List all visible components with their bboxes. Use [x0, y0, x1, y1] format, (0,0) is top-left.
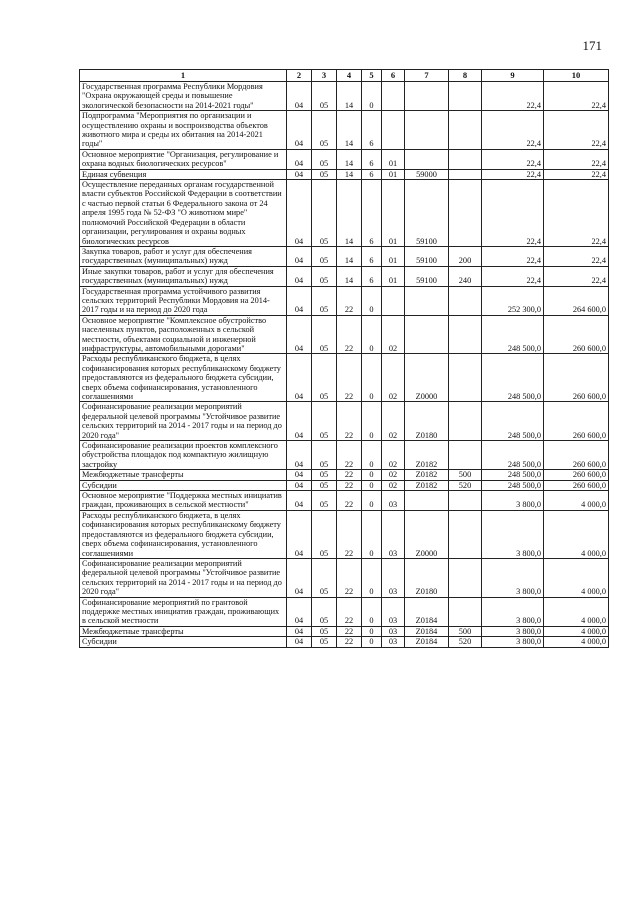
row-code-8: 500	[449, 470, 482, 480]
row-sum-2019: 22,4	[482, 149, 544, 169]
row-code-3: 05	[312, 111, 337, 150]
row-code-6: 03	[382, 626, 405, 636]
row-name: Расходы республиканского бюджета, в целях софинансирования которых республиканскому бюджету предоставляются из федерального бюджета субсидии, сверх объема софинансирования, установленного соглашениями	[80, 354, 287, 402]
col-header-2: 2	[287, 70, 312, 82]
row-name: Иные закупки товаров, работ и услуг для обеспечения государственных (муниципальных) нужд	[80, 266, 287, 286]
row-code-4: 14	[337, 266, 362, 286]
row-sum-2020: 22,4	[544, 180, 609, 247]
row-code-3: 05	[312, 149, 337, 169]
row-code-7	[405, 111, 449, 150]
row-code-6	[382, 286, 405, 315]
table-row	[80, 82, 609, 111]
row-code-3: 05	[312, 169, 337, 179]
table-row	[80, 441, 609, 470]
table-row	[80, 169, 609, 179]
table-body	[80, 82, 609, 648]
row-sum-2019: 3 800,0	[482, 637, 544, 647]
row-code-5: 0	[362, 510, 382, 558]
row-code-2: 04	[287, 246, 312, 266]
row-code-6	[382, 82, 405, 111]
row-sum-2020: 260 600,0	[544, 402, 609, 441]
budget-table	[79, 69, 609, 648]
row-sum-2019: 22,4	[482, 82, 544, 111]
row-code-6: 02	[382, 441, 405, 470]
row-code-8	[449, 402, 482, 441]
table-row	[80, 354, 609, 402]
row-sum-2020: 260 600,0	[544, 441, 609, 470]
row-code-7: Z0180	[405, 402, 449, 441]
row-sum-2020: 4 000,0	[544, 558, 609, 597]
table-row	[80, 315, 609, 354]
row-code-2: 04	[287, 470, 312, 480]
row-code-4: 22	[337, 480, 362, 490]
row-code-4: 14	[337, 180, 362, 247]
row-sum-2020: 22,4	[544, 169, 609, 179]
row-code-3: 05	[312, 491, 337, 511]
row-code-4: 22	[337, 558, 362, 597]
row-sum-2019: 22,4	[482, 266, 544, 286]
row-code-5: 6	[362, 169, 382, 179]
row-name: Основное мероприятие "Поддержка местных инициатив граждан, проживающих в сельской местности"	[80, 491, 287, 511]
table-row	[80, 470, 609, 480]
row-code-7: Z0182	[405, 441, 449, 470]
col-header-9: 9	[482, 70, 544, 82]
row-code-8: 500	[449, 626, 482, 636]
row-sum-2019: 3 800,0	[482, 558, 544, 597]
row-code-2: 04	[287, 354, 312, 402]
row-sum-2020: 260 600,0	[544, 315, 609, 354]
row-code-5: 6	[362, 266, 382, 286]
table-row	[80, 491, 609, 511]
row-code-2: 04	[287, 180, 312, 247]
row-code-7: 59100	[405, 246, 449, 266]
row-code-4: 14	[337, 82, 362, 111]
row-code-7: 59100	[405, 180, 449, 247]
row-code-2: 04	[287, 637, 312, 647]
row-name: Межбюджетные трансферты	[80, 470, 287, 480]
row-code-8	[449, 82, 482, 111]
row-code-7: Z0000	[405, 510, 449, 558]
page-number: 171	[582, 38, 602, 53]
row-code-2: 04	[287, 510, 312, 558]
row-code-6: 02	[382, 354, 405, 402]
row-sum-2019: 248 500,0	[482, 402, 544, 441]
row-sum-2019: 3 800,0	[482, 597, 544, 626]
row-code-2: 04	[287, 149, 312, 169]
row-code-7: Z0180	[405, 558, 449, 597]
row-code-8	[449, 597, 482, 626]
row-sum-2020: 22,4	[544, 266, 609, 286]
row-code-5: 0	[362, 286, 382, 315]
row-name: Софинансирование реализации мероприятий федеральной целевой программы "Устойчивое развитие сельских территорий на 2014 - 2017 годы и на период до 2020 года"	[80, 402, 287, 441]
row-code-4: 22	[337, 354, 362, 402]
row-sum-2019: 248 500,0	[482, 480, 544, 490]
row-sum-2019: 248 500,0	[482, 470, 544, 480]
row-code-5: 6	[362, 246, 382, 266]
row-code-8	[449, 510, 482, 558]
table-row	[80, 246, 609, 266]
table-row	[80, 558, 609, 597]
row-code-2: 04	[287, 480, 312, 490]
row-code-2: 04	[287, 626, 312, 636]
table-row	[80, 111, 609, 150]
row-name: Софинансирование мероприятий по грантовой поддержке местных инициатив граждан, проживающих в сельской местности	[80, 597, 287, 626]
row-code-3: 05	[312, 558, 337, 597]
row-code-6: 02	[382, 480, 405, 490]
row-code-6: 02	[382, 315, 405, 354]
row-sum-2019: 248 500,0	[482, 315, 544, 354]
row-code-8	[449, 354, 482, 402]
col-header-7: 7	[405, 70, 449, 82]
row-code-6: 03	[382, 558, 405, 597]
row-code-3: 05	[312, 180, 337, 247]
row-code-2: 04	[287, 315, 312, 354]
row-code-5: 0	[362, 480, 382, 490]
row-code-8	[449, 558, 482, 597]
table-row	[80, 149, 609, 169]
row-code-5: 0	[362, 597, 382, 626]
row-sum-2020: 260 600,0	[544, 354, 609, 402]
row-sum-2019: 22,4	[482, 111, 544, 150]
table-row	[80, 637, 609, 647]
table-row	[80, 402, 609, 441]
row-code-8: 240	[449, 266, 482, 286]
row-code-2: 04	[287, 111, 312, 150]
row-code-6	[382, 111, 405, 150]
row-name: Субсидии	[80, 637, 287, 647]
row-code-6: 02	[382, 402, 405, 441]
table-header-row	[80, 70, 609, 82]
row-code-8	[449, 286, 482, 315]
row-name: Основное мероприятие "Комплексное обустройство населенных пунктов, расположенных в сельской местности, объектами социальной и инженерной инфраструктуры, автомобильными дорогами"	[80, 315, 287, 354]
row-sum-2020: 22,4	[544, 111, 609, 150]
row-sum-2019: 252 300,0	[482, 286, 544, 315]
table-row	[80, 597, 609, 626]
row-code-8	[449, 169, 482, 179]
row-name: Основное мероприятие "Организация, регулирование и охрана водных биологических ресурсов"	[80, 149, 287, 169]
row-code-2: 04	[287, 266, 312, 286]
row-code-4: 14	[337, 169, 362, 179]
row-code-6: 01	[382, 246, 405, 266]
row-code-3: 05	[312, 597, 337, 626]
col-header-6: 6	[382, 70, 405, 82]
table-row	[80, 626, 609, 636]
row-name: Государственная программа Республики Мордовия "Охрана окружающей среды и повышение экологической безопасности на 2014-2021 годы"	[80, 82, 287, 111]
row-code-8	[449, 441, 482, 470]
row-code-4: 14	[337, 149, 362, 169]
row-sum-2019: 3 800,0	[482, 626, 544, 636]
row-sum-2020: 264 600,0	[544, 286, 609, 315]
row-code-6: 01	[382, 180, 405, 247]
table-row	[80, 480, 609, 490]
row-code-4: 22	[337, 315, 362, 354]
row-code-7: 59000	[405, 169, 449, 179]
row-code-8: 200	[449, 246, 482, 266]
col-header-10: 10	[544, 70, 609, 82]
row-code-6: 01	[382, 149, 405, 169]
row-code-7: Z0000	[405, 354, 449, 402]
row-code-4: 22	[337, 286, 362, 315]
row-code-5: 0	[362, 82, 382, 111]
row-code-4: 22	[337, 510, 362, 558]
row-sum-2020: 22,4	[544, 149, 609, 169]
table-row	[80, 286, 609, 315]
row-sum-2020: 22,4	[544, 246, 609, 266]
table-row	[80, 510, 609, 558]
row-code-4: 22	[337, 626, 362, 636]
col-header-8: 8	[449, 70, 482, 82]
row-code-5: 0	[362, 470, 382, 480]
row-code-2: 04	[287, 491, 312, 511]
row-code-8: 520	[449, 637, 482, 647]
row-code-5: 0	[362, 626, 382, 636]
row-code-5: 0	[362, 441, 382, 470]
row-code-3: 05	[312, 480, 337, 490]
row-code-5: 0	[362, 402, 382, 441]
col-header-5: 5	[362, 70, 382, 82]
row-code-7	[405, 286, 449, 315]
row-code-7: Z0182	[405, 480, 449, 490]
row-code-8	[449, 180, 482, 247]
row-code-6: 02	[382, 470, 405, 480]
row-code-6: 03	[382, 597, 405, 626]
row-name: Субсидии	[80, 480, 287, 490]
row-code-3: 05	[312, 266, 337, 286]
row-code-7	[405, 315, 449, 354]
row-code-2: 04	[287, 82, 312, 111]
row-sum-2019: 3 800,0	[482, 510, 544, 558]
row-sum-2020: 4 000,0	[544, 597, 609, 626]
row-code-4: 22	[337, 491, 362, 511]
row-code-2: 04	[287, 597, 312, 626]
row-name: Расходы республиканского бюджета, в целях софинансирования которых республиканскому бюджету предоставляются из федерального бюджета субсидии, сверх объема софинансирования, установленного соглашениями	[80, 510, 287, 558]
row-code-7	[405, 149, 449, 169]
row-code-5: 0	[362, 491, 382, 511]
row-code-6: 03	[382, 637, 405, 647]
row-code-4: 14	[337, 246, 362, 266]
row-code-3: 05	[312, 441, 337, 470]
row-code-4: 22	[337, 597, 362, 626]
row-code-3: 05	[312, 626, 337, 636]
row-code-4: 14	[337, 111, 362, 150]
row-code-3: 05	[312, 402, 337, 441]
row-sum-2020: 260 600,0	[544, 480, 609, 490]
row-sum-2020: 4 000,0	[544, 510, 609, 558]
row-code-3: 05	[312, 286, 337, 315]
row-code-3: 05	[312, 637, 337, 647]
row-code-2: 04	[287, 558, 312, 597]
row-code-6: 01	[382, 169, 405, 179]
table-row	[80, 266, 609, 286]
row-code-5: 0	[362, 637, 382, 647]
row-code-5: 0	[362, 354, 382, 402]
row-sum-2019: 22,4	[482, 246, 544, 266]
row-code-7: Z0182	[405, 470, 449, 480]
row-code-2: 04	[287, 169, 312, 179]
row-name: Софинансирование реализации проектов комплексного обустройства площадок под компактную жилищную застройку	[80, 441, 287, 470]
row-code-4: 22	[337, 402, 362, 441]
row-sum-2019: 3 800,0	[482, 491, 544, 511]
row-sum-2020: 260 600,0	[544, 470, 609, 480]
row-name: Закупка товаров, работ и услуг для обеспечения государственных (муниципальных) нужд	[80, 246, 287, 266]
row-sum-2020: 4 000,0	[544, 637, 609, 647]
row-code-6: 03	[382, 491, 405, 511]
row-sum-2019: 248 500,0	[482, 354, 544, 402]
row-sum-2019: 22,4	[482, 180, 544, 247]
row-code-6: 03	[382, 510, 405, 558]
row-code-6: 01	[382, 266, 405, 286]
row-code-7: 59100	[405, 266, 449, 286]
row-code-5: 0	[362, 315, 382, 354]
row-code-3: 05	[312, 510, 337, 558]
row-code-4: 22	[337, 470, 362, 480]
row-code-3: 05	[312, 470, 337, 480]
row-code-3: 05	[312, 354, 337, 402]
row-name: Единая субвенция	[80, 169, 287, 179]
row-code-8	[449, 111, 482, 150]
row-code-8: 520	[449, 480, 482, 490]
row-code-3: 05	[312, 82, 337, 111]
row-code-7: Z0184	[405, 597, 449, 626]
row-sum-2020: 4 000,0	[544, 491, 609, 511]
table-row	[80, 180, 609, 247]
row-code-3: 05	[312, 246, 337, 266]
row-code-2: 04	[287, 286, 312, 315]
col-header-3: 3	[312, 70, 337, 82]
row-code-5: 6	[362, 149, 382, 169]
row-name: Межбюджетные трансферты	[80, 626, 287, 636]
row-sum-2020: 4 000,0	[544, 626, 609, 636]
row-code-5: 6	[362, 111, 382, 150]
row-code-5: 6	[362, 180, 382, 247]
row-name: Осуществление переданных органам государственной власти субъектов Российской Федерации в соответствии с частью первой статьи 6 Федерального закона от 24 апреля 1995 года № 52-ФЗ "О животном мире" полномочий Российской Федерации в области организации, регулирования и охраны водных биологических ресурсов	[80, 180, 287, 247]
row-sum-2019: 248 500,0	[482, 441, 544, 470]
row-code-7: Z0184	[405, 626, 449, 636]
row-code-7	[405, 491, 449, 511]
row-code-4: 22	[337, 637, 362, 647]
row-code-3: 05	[312, 315, 337, 354]
row-code-2: 04	[287, 402, 312, 441]
row-name: Софинансирование реализации мероприятий федеральной целевой программы "Устойчивое развитие сельских территорий на 2014 - 2017 годы и на период до 2020 года"	[80, 558, 287, 597]
row-code-8	[449, 315, 482, 354]
row-code-7	[405, 82, 449, 111]
row-code-4: 22	[337, 441, 362, 470]
row-code-8	[449, 491, 482, 511]
row-sum-2020: 22,4	[544, 82, 609, 111]
col-header-1: 1	[80, 70, 287, 82]
row-code-8	[449, 149, 482, 169]
row-code-2: 04	[287, 441, 312, 470]
row-name: Государственная программа устойчивого развития сельских территорий Республики Мордовия на 2014-2017 годы и на период до 2020 года	[80, 286, 287, 315]
row-code-5: 0	[362, 558, 382, 597]
col-header-4: 4	[337, 70, 362, 82]
row-sum-2019: 22,4	[482, 169, 544, 179]
row-code-7: Z0184	[405, 637, 449, 647]
row-name: Подпрограмма "Мероприятия по организации и осуществлению охраны и воспроизводства объектов животного мира и среды их обитания на 2014-2021 годы"	[80, 111, 287, 150]
